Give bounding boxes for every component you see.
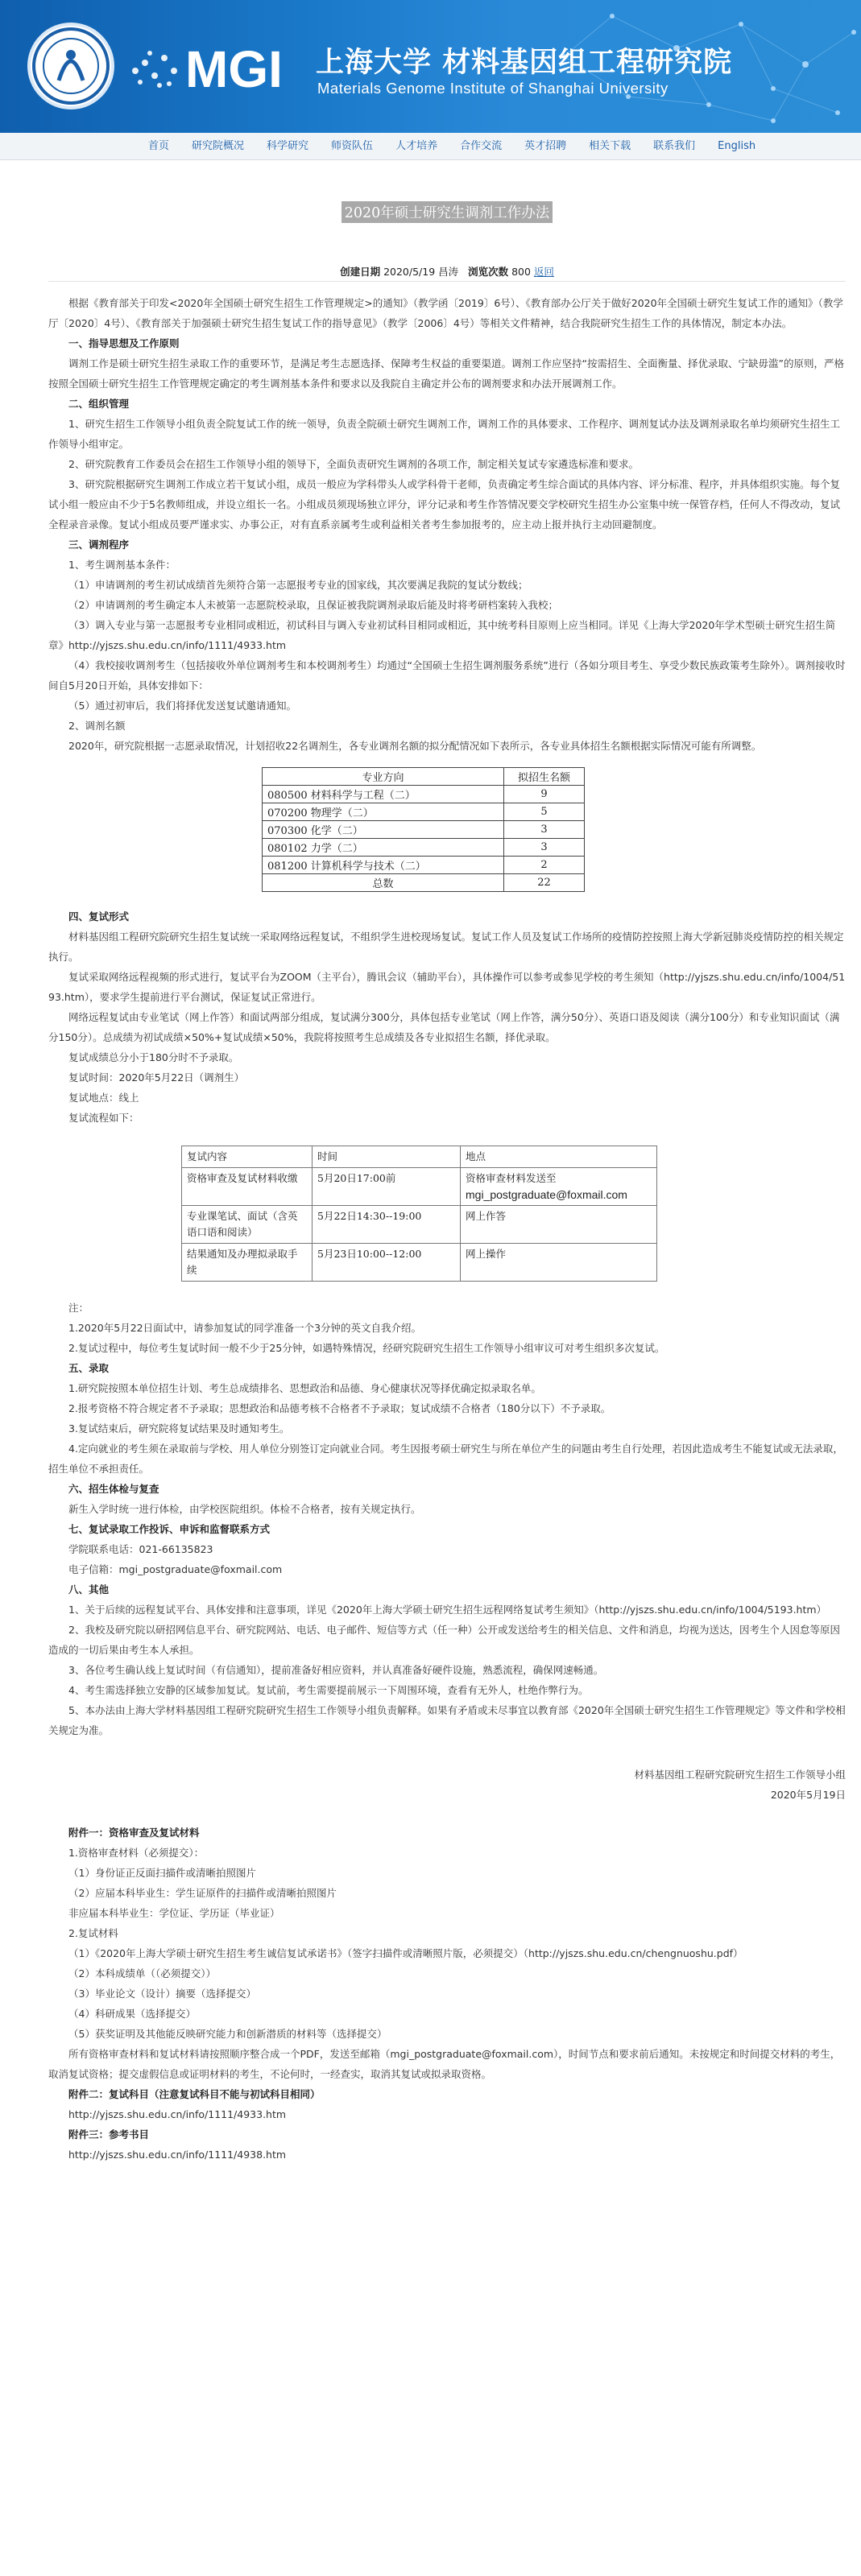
- article-title: 2020年硕士研究生调剂工作办法: [342, 201, 553, 223]
- paragraph: 4.定向就业的考生须在录取前与学校、用人单位分别签订定向就业合同。考生因报考硕士研究生与所在单位产生的问题由考生自行处理，若因此造成考生不能复试或无法录取，招生单位不承担责任。: [48, 1443, 843, 1475]
- mgi-logo-text: MGI: [185, 40, 283, 98]
- header-banner: [0, 0, 861, 133]
- paragraph: （2）申请调剂的考生确定本人未被第一志愿院校录取，且保证被我院调剂录取后能及时将考研档案转入我校；: [68, 599, 558, 611]
- nav-item-recruitment[interactable]: 英才招聘: [524, 140, 567, 152]
- paragraph: （3）毕业论文（设计）摘要（选择提交）: [68, 1988, 256, 2000]
- paragraph: 所有资格审查材料和复试材料请按照顺序整合成一个PDF，发送至邮箱（mgi_postgraduate@foxmail.com），时间节点和要求前后通知。未按规定和时间提交材料的考生，取消复试资格；提交虚假信息或证明材料的考生，不论何时，一经查实，取消其复试或拟录取资格。: [48, 2048, 841, 2080]
- signature-org: 材料基因组工程研究院研究生招生工作领导小组: [634, 1769, 846, 1781]
- table-row: [182, 1244, 657, 1282]
- section-heading: 一、指导思想及工作原则: [68, 337, 180, 349]
- paragraph: 复试流程如下：: [68, 1112, 139, 1124]
- meta-divider: [48, 281, 846, 282]
- table-row: [263, 839, 585, 857]
- table-row: [263, 857, 585, 874]
- paragraph: 调剂工作是硕士研究生招生录取工作的重要环节，是满足考生志愿选择、保障考生权益的重要渠道。调剂工作应坚持“按需招生、全面衡量、择优录取、宁缺毋滥”的原则，严格按照全国硕士研究生招生工作管理规定确定的考生调剂基本条件和要求以及我院自主确定并公布的调剂要求和办法开展调剂工作。: [48, 357, 844, 390]
- author: 昌涛: [438, 266, 459, 278]
- table-total-row: [263, 874, 585, 892]
- attachment-heading: 附件三：参考书目: [68, 2128, 150, 2140]
- view-count: 800: [511, 266, 531, 278]
- place-cell: 网上操作: [461, 1244, 657, 1282]
- paragraph: 复试地点：线上: [68, 1092, 139, 1104]
- table-row: [263, 803, 585, 821]
- quota-cell: 2: [504, 857, 585, 874]
- section-heading: 六、招生体检与复查: [68, 1483, 159, 1495]
- paragraph: （4）科研成果（选择提交）: [68, 2008, 196, 2020]
- nav-item-contact[interactable]: 联系我们: [653, 140, 696, 152]
- paragraph: （4）我校接收调剂考生（包括接收外单位调剂考生和本校调剂考生）均通过“全国硕士生招生调剂服务系统”进行（各如分项目考生、享受少数民族政策考生除外）。调剂接收时间自5月20日开始，具体安排如下：: [48, 659, 846, 691]
- paragraph: 1、考生调剂基本条件：: [68, 559, 176, 571]
- place-cell: [461, 1168, 657, 1206]
- quota-cell: 3: [504, 821, 585, 839]
- table-header: 复试内容: [182, 1146, 313, 1168]
- paragraph: 2、我校及研究院以研招网信息平台、研究院网站、电话、电子邮件、短信等方式（任一种）公开或发送给考生的相关信息、文件和消息，均视为送达，因考生个人因怠等原因造成的一切后果由考生本人承担。: [48, 1624, 840, 1656]
- paragraph: 3、研究院根据研究生调剂工作成立若干复试小组，成员一般应为学科带头人或学科骨干老师，负责确定考生综合面试的具体内容、评分标准、程序，并具体组织实施。每个复试小组一般应由不少于5名教师组成，并设立组长一名。小组成员须现场独立评分，评分记录和考生作答情况要交学校研究生招生办公室集中统一保管存档，任何人不得改动，复试全程录音录像。复试小组成员要严谨求实、办事公正，对有直系亲属考生或利益相关者考生参加报考的，应主动上报并执行主动回避制度。: [48, 478, 840, 530]
- paragraph: 1、关于后续的远程复试平台、具体安排和注意事项，详见《2020年上海大学硕士研究生招生远程网络复试考生须知》（http://yjszs.shu.edu.cn/info/1004/5193.htm）: [68, 1604, 827, 1616]
- paragraph: （2）本科成绩单（（必须提交））: [68, 1967, 216, 1979]
- paragraph: 2、调剂名额: [68, 720, 126, 732]
- paragraph: 网络远程复试由专业笔试（网上作答）和面试两部分组成，复试满分300分，具体包括专业笔试（网上作答，满分50分）、英语口语及阅读（满分100分）和专业知识面试（满分150分）。总成绩为初试成绩×50%+复试成绩×50%，我院将按照考生总成绩及各专业拟招生名额，择优录取。: [48, 1011, 840, 1043]
- paragraph: 2.报考资格不符合规定者不予录取；思想政治和品德考核不合格者不予录取；复试成绩不合格者（180分以下）不予录取。: [68, 1402, 611, 1414]
- major-cell: 080500 材料科学与工程（二）: [263, 786, 504, 803]
- institute-title-en: Materials Genome Institute of Shanghai University: [317, 80, 669, 97]
- table-row: [263, 821, 585, 839]
- quota-cell: 3: [504, 839, 585, 857]
- paragraph: 2.复试过程中，每位考生复试时间一般不少于25分钟，如遇特殊情况，经研究院研究生招生工作领导小组审议可对考生组织多次复试。: [68, 1342, 665, 1354]
- section-heading: 八、其他: [68, 1583, 110, 1596]
- institute-title-cn: 上海大学 材料基因组工程研究院: [316, 46, 733, 79]
- attachment-heading: 附件一：资格审查及复试材料: [68, 1827, 200, 1839]
- place-cell: 网上作答: [461, 1206, 657, 1244]
- nav-item-education[interactable]: 人才培养: [395, 140, 438, 152]
- table-row: [263, 786, 585, 803]
- total-value: 22: [504, 874, 585, 892]
- spacer: [48, 1740, 846, 1765]
- paragraph: 3.复试结束后，研究院将复试结果及时通知考生。: [68, 1422, 290, 1435]
- intro-paragraph: 根据《教育部关于印发<2020年全国硕士研究生招生工作管理规定>的通知》（教学函〔2019〕6号）、《教育部办公厅关于做好2020年全国硕士研究生复试工作的通知》（教学厅〔2020〕4号）、《教育部关于加强硕士研究生招生复试工作的指导意见》（教学〔2006〕4号）等相关文件精神，结合我院研究生招生工作的具体情况，制定本办法。: [48, 297, 843, 329]
- table-row: [182, 1168, 657, 1206]
- paragraph: 材料基因组工程研究院研究生招生复试统一采取网络远程复试，不组织学生进校现场复试。复试工作人员及复试工作场所的疫情防控按照上海大学新冠肺炎疫情防控的相关规定执行。: [48, 931, 844, 963]
- step-cell: 专业课笔试、面试（含英语口语和阅读）: [182, 1206, 313, 1244]
- nav-item-english[interactable]: English: [718, 140, 756, 152]
- signature-date: 2020年5月19日: [770, 1789, 846, 1801]
- paragraph: 新生入学时统一进行体检，由学校医院组织。体检不合格者，按有关规定执行。: [68, 1503, 421, 1515]
- attachment-heading: 附件二：复试科目（注意复试科目不能与初试科目相同）: [68, 2088, 321, 2100]
- publish-date: 2020/5/19: [383, 266, 436, 278]
- paragraph: （1）申请调剂的考生初试成绩首先须符合第一志愿报考专业的国家线，其次要满足我院的复试分数线；: [68, 579, 528, 591]
- major-cell: 080102 力学（二）: [263, 839, 504, 857]
- paragraph: （5）获奖证明及其他能反映研究能力和创新潜质的材料等（选择提交）: [68, 2028, 387, 2040]
- paragraph: 3、各位考生确认线上复试时间（有信通知），提前准备好相应资料，并认真准备好硬件设施，熟悉流程，确保网速畅通。: [68, 1664, 604, 1676]
- table-header: 专业方向: [263, 768, 504, 786]
- schedule-table: [181, 1146, 657, 1282]
- nav-item-downloads[interactable]: 相关下载: [589, 140, 631, 152]
- table-row: [182, 1206, 657, 1244]
- section-heading: 二、组织管理: [68, 398, 130, 410]
- section-heading: 七、复试录取工作投诉、申诉和监督联系方式: [68, 1523, 271, 1535]
- article-meta: [48, 263, 846, 281]
- section-heading: 五、录取: [68, 1362, 110, 1374]
- nav-item-cooperation[interactable]: 合作交流: [460, 140, 503, 152]
- paragraph: 复试时间：2020年5月22日（调剂生）: [68, 1071, 245, 1084]
- time-cell: 5月23日10:00--12:00: [313, 1244, 461, 1282]
- table-header: 时间: [313, 1146, 461, 1168]
- paragraph: （3）调入专业与第一志愿报考专业相同或相近，初试科目与调入专业初试科目相同或相近，其中统考科目原则上应当相同。详见《上海大学2020年学术型硕士研究生招生简章》http://yjszs.shu.edu.cn/info/1111/4933.htm: [48, 619, 836, 651]
- paragraph: 1.资格审查材料（必须提交）：: [68, 1847, 205, 1859]
- date-label: 创建日期: [340, 266, 381, 278]
- paragraph: （2）应届本科毕业生：学生证原件的扫描件或清晰拍照图片: [68, 1887, 337, 1899]
- time-cell: 5月20日17:00前: [313, 1168, 461, 1206]
- contact-phone: 学院联系电话：021-66135823: [68, 1543, 213, 1555]
- attachment-link[interactable]: http://yjszs.shu.edu.cn/info/1111/4938.htm: [68, 2149, 287, 2161]
- major-cell: 081200 计算机科学与技术（二）: [263, 857, 504, 874]
- paragraph: （1）《2020年上海大学硕士研究生招生考生诚信复试承诺书》（签字扫描件或清晰照片版，必须提交）（http://yjszs.shu.edu.cn/chengnuoshu.pdf）: [68, 1947, 743, 1959]
- contact-email: 电子信箱：mgi_postgraduate@foxmail.com: [68, 1563, 283, 1575]
- back-link[interactable]: 返回: [533, 266, 554, 278]
- nav-item-home[interactable]: 首页: [148, 140, 170, 152]
- paragraph: 1、研究生招生工作领导小组负责全院复试工作的统一领导，负责全院硕士研究生调剂工作，调剂工作的具体要求、工作程序、调剂复试办法及调剂录取名单均须研究生招生工作领导小组审定。: [48, 418, 840, 450]
- section-heading: 三、调剂程序: [68, 539, 130, 551]
- paragraph: 2.复试材料: [68, 1927, 118, 1939]
- paragraph: 4、考生需选择独立安静的区域参加复试。复试前，考生需要提前展示一下周围环境，查看有无外人，杜绝作弊行为。: [68, 1684, 589, 1696]
- spacer: [48, 1805, 846, 1823]
- quota-table: [262, 767, 585, 892]
- paragraph: 复试采取网络远程视频的形式进行，复试平台为ZOOM（主平台），腾讯会议（辅助平台），具体操作可以参考或参见学校的考生须知（http://yjszs.shu.edu.cn/info/1004/5193.htm），要求学生提前进行平台测试，保证复试正常进行。: [48, 971, 846, 1003]
- table-header: 拟招生名额: [504, 768, 585, 786]
- main-nav: [0, 133, 861, 160]
- total-label: 总数: [263, 874, 504, 892]
- paragraph: 复试成绩总分小于180分时不予录取。: [68, 1051, 239, 1063]
- major-cell: 070200 物理学（二）: [263, 803, 504, 821]
- time-cell: 5月22日14:30--19:00: [313, 1206, 461, 1244]
- nav-item-research[interactable]: 科学研究: [267, 140, 309, 152]
- step-cell: 结果通知及办理拟录取手续: [182, 1244, 313, 1282]
- nav-item-overview[interactable]: 研究院概况: [192, 140, 245, 152]
- paragraph: 2020年，研究院根据一志愿录取情况，计划招收22名调剂生，各专业调剂名额的拟分配情况如下表所示，各专业具体招生名额根据实际情况可能有所调整。: [68, 740, 762, 752]
- university-seal-logo[interactable]: [27, 23, 114, 109]
- nav-item-faculty[interactable]: 师资队伍: [331, 140, 374, 152]
- paragraph: 5、本办法由上海大学材料基因组工程研究院研究生招生工作领导小组负责解释。如果有矛盾或未尽事宜以教育部《2020年全国硕士研究生招生工作管理规定》等文件和学校相关规定为准。: [48, 1704, 846, 1736]
- paragraph: 非应届本科毕业生：学位证、学历证（毕业证）: [68, 1907, 280, 1919]
- quota-cell: 9: [504, 786, 585, 803]
- table-header: 地点: [461, 1146, 657, 1168]
- major-cell: 070300 化学（二）: [263, 821, 504, 839]
- paragraph: （5）通过初审后，我们将择优发送复试邀请通知。: [68, 700, 296, 712]
- paragraph: 1.2020年5月22日面试中，请参加复试的同学准备一个3分钟的英文自我介绍。: [68, 1322, 422, 1334]
- paragraph: （1）身份证正反面扫描件或清晰拍照图片: [68, 1867, 256, 1879]
- quota-cell: 5: [504, 803, 585, 821]
- place-text: 资格审查材料发送至: [466, 1172, 557, 1184]
- table-header-row: [263, 768, 585, 786]
- paragraph: 2、研究院教育工作委员会在招生工作领导小组的领导下，全面负责研究生调剂的各项工作，制定相关复试专家遴选标准和要求。: [68, 458, 639, 470]
- article: [48, 201, 846, 2165]
- email-address[interactable]: mgi_postgraduate@foxmail.com: [466, 1188, 627, 1201]
- views-label: 浏览次数: [468, 266, 509, 278]
- section-heading: 四、复试形式: [68, 910, 130, 923]
- step-cell: 资格审查及复试材料收缴: [182, 1168, 313, 1206]
- table-header-row: [182, 1146, 657, 1168]
- note-title: 注：: [68, 1302, 89, 1314]
- attachment-link[interactable]: http://yjszs.shu.edu.cn/info/1111/4933.htm: [68, 2108, 287, 2120]
- article-body: [48, 293, 846, 2165]
- mgi-logo: [127, 39, 317, 101]
- paragraph: 1.研究院按照本单位招生计划、考生总成绩排名、思想政治和品德、身心健康状况等择优确定拟录取名单。: [68, 1382, 541, 1394]
- article-title-wrap: [48, 201, 846, 223]
